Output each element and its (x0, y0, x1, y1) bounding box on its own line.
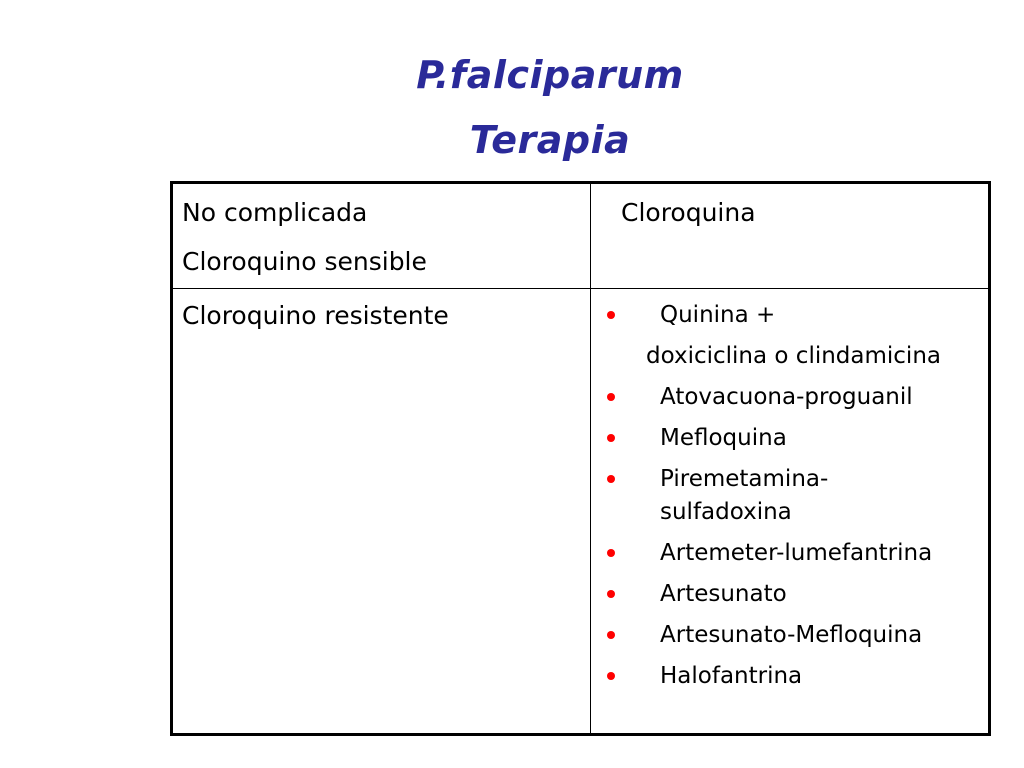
slide-subtitle: Terapia (469, 118, 631, 162)
list-item: Quinina + (599, 305, 979, 346)
list-item: Artesunato (599, 584, 979, 625)
bullet-icon (607, 549, 615, 557)
list-item: Atovacuona-proguanil (599, 387, 979, 428)
cell-no-complicada: No complicada (182, 198, 368, 227)
treatment-list (599, 302, 979, 707)
bullet-icon (607, 311, 615, 319)
row-divider (173, 288, 988, 289)
list-item-continuation: doxiciclina o clindamicina (646, 343, 941, 369)
bullet-icon (607, 393, 615, 401)
bullet-icon (607, 475, 615, 483)
list-item: Artemeter-lumefantrina (599, 543, 979, 584)
list-item: Piremetamina-sulfadoxina (599, 469, 979, 543)
list-item: Mefloquina (599, 428, 979, 469)
cell-cloroquino-resistente: Cloroquino resistente (182, 301, 449, 330)
bullet-icon (607, 434, 615, 442)
list-item: Halofantrina (599, 666, 979, 707)
slide-title: P.falciparum (416, 53, 684, 97)
bullet-icon (607, 631, 615, 639)
bullet-icon (607, 672, 615, 680)
bullet-icon (607, 590, 615, 598)
cell-cloroquino-sensible: Cloroquino sensible (182, 247, 427, 276)
list-item: Artesunato-Mefloquina (599, 625, 979, 666)
cell-cloroquina: Cloroquina (621, 198, 756, 227)
therapy-table (170, 181, 991, 736)
column-divider (590, 184, 591, 733)
